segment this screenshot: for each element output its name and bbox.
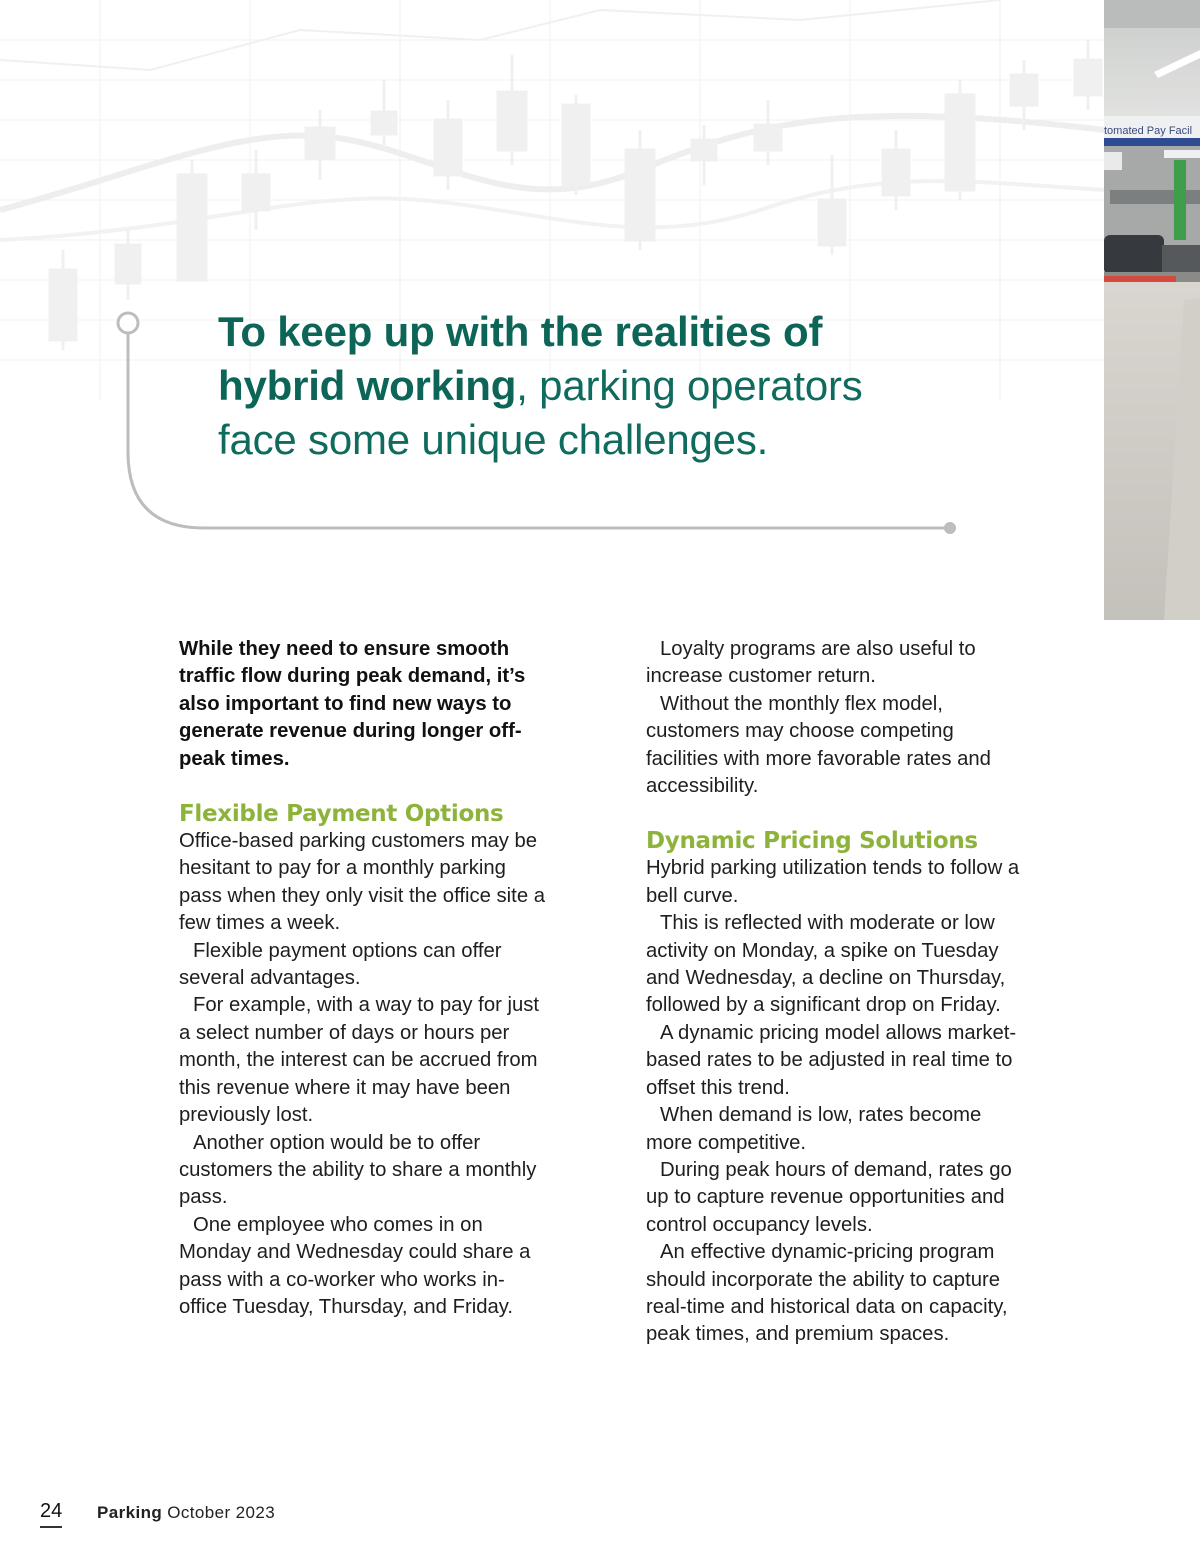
- left-text-column: [179, 636, 551, 1321]
- page-number: 24: [40, 1500, 62, 1528]
- lead-paragraph: While they need to ensure smooth traffic flow during peak demand, it’s also important to find new ways to generate revenue during longer off-peak times.: [179, 638, 526, 770]
- pullquote-bold-line-2: hybrid working: [218, 362, 517, 409]
- publication-line: [97, 1503, 275, 1523]
- pullquote-light-text-2: face some unique challenges.: [218, 416, 769, 463]
- body-paragraph: A dynamic pricing model allows market-based rates to be adjusted in real time to offset this trend.: [646, 1021, 1017, 1099]
- magazine-name: Parking: [97, 1503, 163, 1522]
- body-paragraph: One employee who comes in on Monday and Wednesday could share a pass with a co-worker who works in-office Tuesday, Thursday, and Friday.: [179, 1213, 531, 1318]
- heading-flexible-payment-options: Flexible Payment Options: [179, 801, 504, 828]
- issue-date: October 2023: [167, 1503, 276, 1522]
- body-paragraph: For example, with a way to pay for just a select number of days or hours per month, the interest can be accrued from this revenue where it may have been previously lost.: [179, 994, 540, 1127]
- body-paragraph: Another option would be to offer customers the ability to share a monthly pass.: [179, 1131, 537, 1209]
- body-paragraph: Hybrid parking utilization tends to follow a bell curve.: [646, 857, 1020, 907]
- pullquote-bold-line-1: To keep up with the realities of: [218, 308, 823, 355]
- body-paragraph: Office-based parking customers may be hesitant to pay for a monthly parking pass when they only visit the office site a few times a week.: [179, 830, 546, 935]
- heading-dynamic-pricing-solutions: Dynamic Pricing Solutions: [646, 828, 978, 855]
- body-paragraph: An effective dynamic-pricing program should incorporate the ability to capture real-time and historical data on capacity, peak times, and premium spaces.: [646, 1241, 1008, 1346]
- pullquote-light-text-1: , parking operators: [516, 362, 863, 409]
- body-paragraph: When demand is low, rates become more competitive.: [646, 1104, 982, 1154]
- body-paragraph: Flexible payment options can offer several advantages.: [179, 939, 502, 990]
- body-paragraph: During peak hours of demand, rates go up to capture revenue opportunities and control occupancy levels.: [646, 1158, 1012, 1236]
- pay-facility-sign-text: tomated Pay Facil: [1104, 125, 1193, 137]
- body-paragraph: Without the monthly flex model, customers may choose competing facilities with more favorable rates and accessibility.: [646, 692, 991, 798]
- body-paragraph: This is reflected with moderate or low activity on Monday, a spike on Tuesday and Wednesday, a decline on Thursday, followed by a significant drop on Friday.: [646, 912, 1006, 1017]
- body-paragraph: Loyalty programs are also useful to increase customer return.: [646, 638, 976, 688]
- right-text-column: [646, 636, 1026, 1349]
- parking-garage-photo: [1104, 0, 1200, 620]
- pull-quote: [218, 305, 898, 467]
